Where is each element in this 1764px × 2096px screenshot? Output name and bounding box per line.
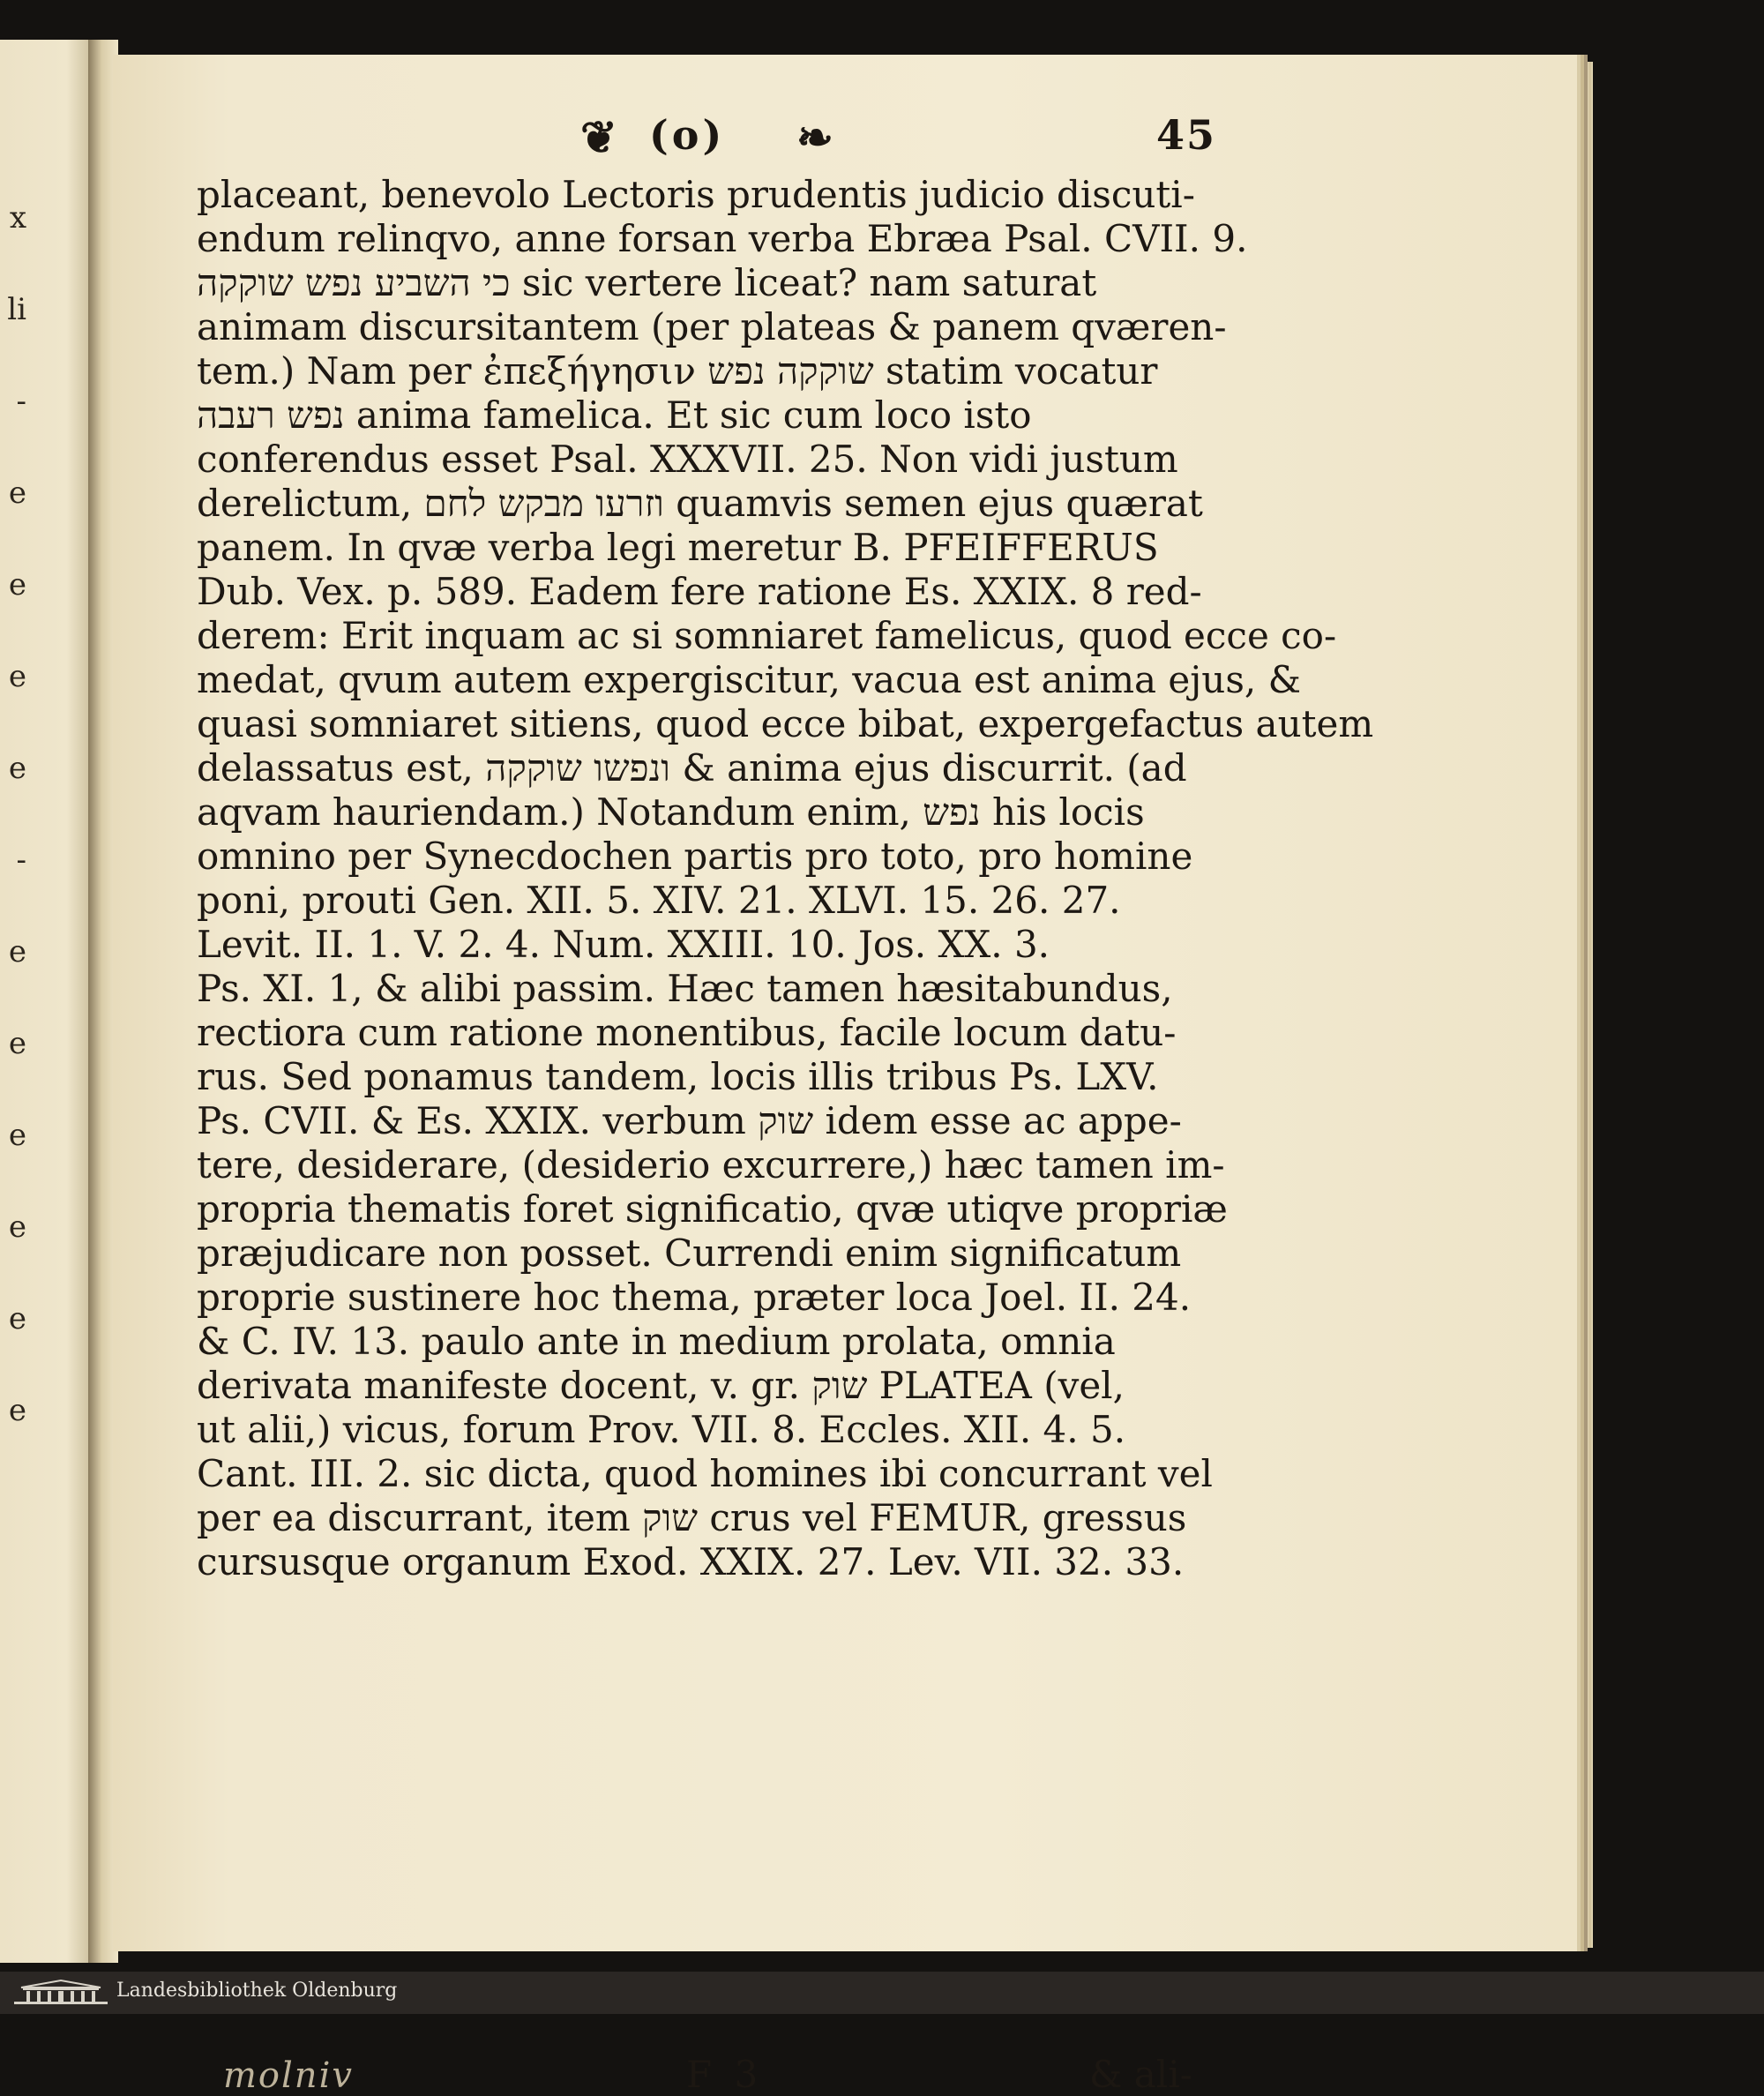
facing-page-letter: e [8,1118,26,1153]
facing-page-letter: e [8,1301,26,1336]
text-line: & C. IV. 13. paulo ante in medium prolata, omnia [197,1320,1116,1363]
facing-page-letter: e [8,934,26,969]
show-through-text: molniv [223,2055,354,2096]
facing-page-letter: e [8,567,26,603]
text-line: Levit. II. 1. V. 2. 4. Num. XXIII. 10. Jos. XX. 3. [197,923,1050,966]
facing-page-letter: - [16,384,26,419]
text-line: derivata manifeste docent, v. gr. שוק PLATEA (vel, [197,1364,1125,1407]
header-center-mark: (o) [649,111,726,159]
text-line: endum relinqvo, anne forsan verba Ebræa Psal. CVII. 9. [197,217,1248,260]
text-line: præjudicare non posset. Currendi enim significatum [197,1231,1182,1275]
text-line: tere, desiderare, (desiderio excurrere,) hæc tamen im- [197,1143,1225,1186]
text-line: proprie sustinere hoc thema, præter loca Joel. II. 24. [197,1276,1192,1319]
text-line: panem. In qvæ verba legi meretur B. PFEIFFERUS [197,526,1159,569]
fleuron-right-icon: ❧ [796,111,833,163]
text-line: rus. Sed ponamus tandem, locis illis tribus Ps. LXV. [197,1055,1159,1098]
page-edge [1577,62,1593,1948]
facing-page-letter: - [16,842,26,878]
facing-page-letter: e [8,1026,26,1061]
text-line: Dub. Vex. p. 589. Eadem fere ratione Es. XXIX. 8 red- [197,570,1202,613]
text-line: poni, prouti Gen. XII. 5. XIV. 21. XLVI. 15. 26. 27. [197,879,1121,922]
facing-page [0,40,95,1963]
text-line: Cant. III. 2. sic dicta, quod homines ibi concurrant vel [197,1452,1213,1495]
library-footer-bar [0,1972,1764,2014]
text-line: derem: Erit inquam ac si somniaret famelicus, quod ecce co- [197,614,1337,657]
text-line: animam discursitantem (per plateas & panem qværen- [197,305,1227,348]
text-line: Ps. CVII. & Es. XXIX. verbum שוק idem esse ac appe- [197,1099,1182,1142]
facing-page-margin-letters [0,172,26,1456]
text-line: delassatus est, ונפשו שוקקה & anima ejus discurrit. (ad [197,746,1187,790]
body-text [197,173,1374,1584]
text-line: conferendus esset Psal. XXXVII. 25. Non vidi justum [197,438,1178,481]
text-line: ut alii,) vicus, forum Prov. VII. 8. Eccles. XII. 4. 5. [197,1408,1126,1451]
facing-page-letter: e [8,475,26,511]
signature-mark: F 3 [686,2053,764,2096]
facing-page-letter: li [7,292,26,327]
facing-page-letter: x [9,200,26,236]
text-line: כי השביע נפש שוקקה sic vertere liceat? nam saturat [197,261,1097,304]
library-building-icon [12,1979,109,2007]
text-line: aqvam hauriendam.) Notandum enim, נפש his locis [197,790,1145,834]
facing-page-letter: e [8,751,26,786]
page-number: 45 [1156,111,1217,159]
text-line: propria thematis foret significatio, qvæ utiqve propriæ [197,1187,1228,1231]
text-line: omnino per Synecdochen partis pro toto, pro homine [197,835,1193,878]
catchword: & ali- [1089,2053,1192,2096]
library-name: Landesbibliothek Oldenburg [116,1980,398,2002]
facing-page-letter: e [8,1393,26,1428]
text-line: rectiora cum ratione monentibus, facile locum datu- [197,1011,1177,1054]
text-line: medat, qvum autem expergiscitur, vacua est anima ejus, & [197,658,1301,701]
facing-page-letter: e [8,1209,26,1245]
text-line: cursusque organum Exod. XXIX. 27. Lev. VII. 32. 33. [197,1540,1185,1583]
facing-page-letter: e [8,659,26,694]
fleuron-left-icon: ❦ [580,111,617,163]
text-line: quasi somniaret sitiens, quod ecce bibat, expergefactus autem [197,702,1374,745]
text-line: נפש רעבה anima famelica. Et sic cum loco isto [197,393,1032,437]
text-line: placeant, benevolo Lectoris prudentis judicio discuti- [197,173,1195,216]
text-line: tem.) Nam per ἐπεξήγησιν שוקקה נפש statim vocatur [197,349,1158,393]
text-line: Ps. XI. 1, & alibi passim. Hæc tamen hæsitabundus, [197,967,1173,1010]
running-header [113,111,1577,164]
text-line: derelictum, וזרעו מבקש לחם quamvis semen ejus quærat [197,482,1203,525]
text-line: per ea discurrant, item שוק crus vel FEMUR, gressus [197,1496,1187,1539]
